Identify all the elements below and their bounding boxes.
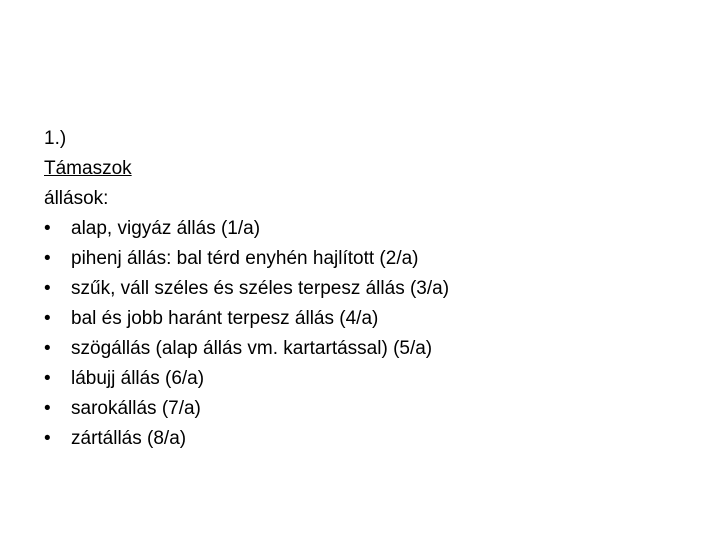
list-item-text: szögállás (alap állás vm. kartartással) (5/a) bbox=[71, 338, 433, 359]
bullet-list bbox=[44, 214, 704, 454]
list-item bbox=[44, 394, 704, 424]
list-item-text: lábujj állás (6/a) bbox=[71, 368, 205, 389]
bullet-icon: • bbox=[44, 218, 51, 239]
section-number: 1.) bbox=[44, 128, 67, 149]
bullet-icon: • bbox=[44, 248, 51, 269]
slide-content bbox=[44, 124, 704, 454]
section-subheading: állások: bbox=[44, 188, 109, 209]
bullet-icon: • bbox=[44, 428, 51, 449]
bullet-icon: • bbox=[44, 338, 51, 359]
list-item-text: zártállás (8/a) bbox=[71, 428, 187, 449]
list-item bbox=[44, 214, 704, 244]
list-item-text: sarokállás (7/a) bbox=[71, 398, 201, 419]
list-item-text: szűk, váll széles és széles terpesz állás (3/a) bbox=[71, 278, 450, 299]
bullet-icon: • bbox=[44, 398, 51, 419]
list-item bbox=[44, 334, 704, 364]
list-item bbox=[44, 424, 704, 454]
bullet-icon: • bbox=[44, 368, 51, 389]
section-heading: Támaszok bbox=[44, 158, 132, 179]
list-item bbox=[44, 244, 704, 274]
bullet-icon: • bbox=[44, 308, 51, 329]
list-item-text: pihenj állás: bal térd enyhén hajlított (2/a) bbox=[71, 248, 419, 269]
list-item bbox=[44, 274, 704, 304]
list-item bbox=[44, 304, 704, 334]
bullet-icon: • bbox=[44, 278, 51, 299]
list-item-text: bal és jobb haránt terpesz állás (4/a) bbox=[71, 308, 379, 329]
list-item-text: alap, vigyáz állás (1/a) bbox=[71, 218, 261, 239]
list-item bbox=[44, 364, 704, 394]
